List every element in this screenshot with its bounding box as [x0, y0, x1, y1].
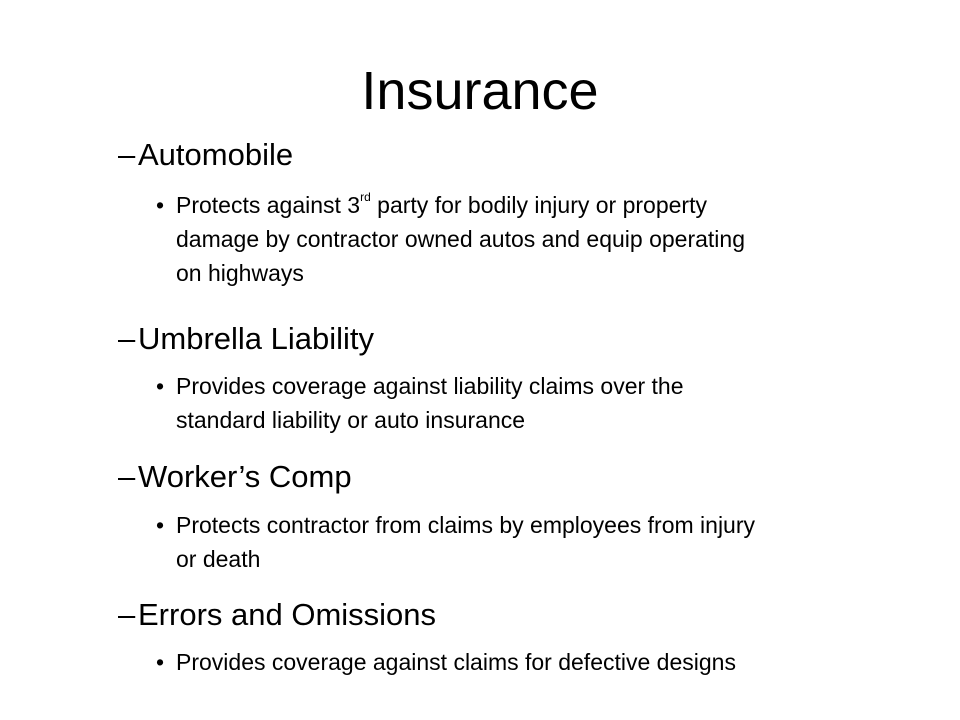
- dash-marker: –: [118, 321, 136, 356]
- section-heading-umbrella-liability: [118, 320, 374, 358]
- section-heading-automobile: [118, 136, 293, 174]
- dash-marker: –: [118, 137, 136, 172]
- section-heading-label: Errors and Omissions: [138, 597, 437, 632]
- bullet-marker: •: [156, 192, 165, 218]
- section-bullet-workers-comp: [156, 508, 776, 576]
- section-bullet-automobile: [156, 188, 776, 290]
- ordinal-superscript: rd: [360, 190, 371, 204]
- section-heading-label: Umbrella Liability: [138, 321, 375, 356]
- bullet-marker: •: [156, 649, 165, 675]
- slide-title: Insurance: [361, 61, 599, 121]
- bullet-marker: •: [156, 512, 165, 538]
- section-bullet-errors-and-omissions: [156, 645, 776, 679]
- section-heading-errors-and-omissions: [118, 596, 436, 634]
- bullet-text: Protects contractor from claims by employees from injury or death: [176, 512, 756, 572]
- bullet-text: Protects against 3rd party for bodily injury or property damage by contractor owned autos and equip operating on highways: [176, 190, 746, 286]
- dash-marker: –: [118, 459, 136, 494]
- section-heading-workers-comp: [118, 458, 352, 496]
- bullet-text: Provides coverage against claims for defective designs: [176, 649, 736, 675]
- dash-marker: –: [118, 597, 136, 632]
- section-bullet-umbrella-liability: [156, 369, 776, 437]
- bullet-marker: •: [156, 373, 165, 399]
- bullet-text: Provides coverage against liability claims over the standard liability or auto insurance: [176, 373, 684, 433]
- section-heading-label: Worker’s Comp: [138, 459, 352, 494]
- section-heading-label: Automobile: [138, 137, 294, 172]
